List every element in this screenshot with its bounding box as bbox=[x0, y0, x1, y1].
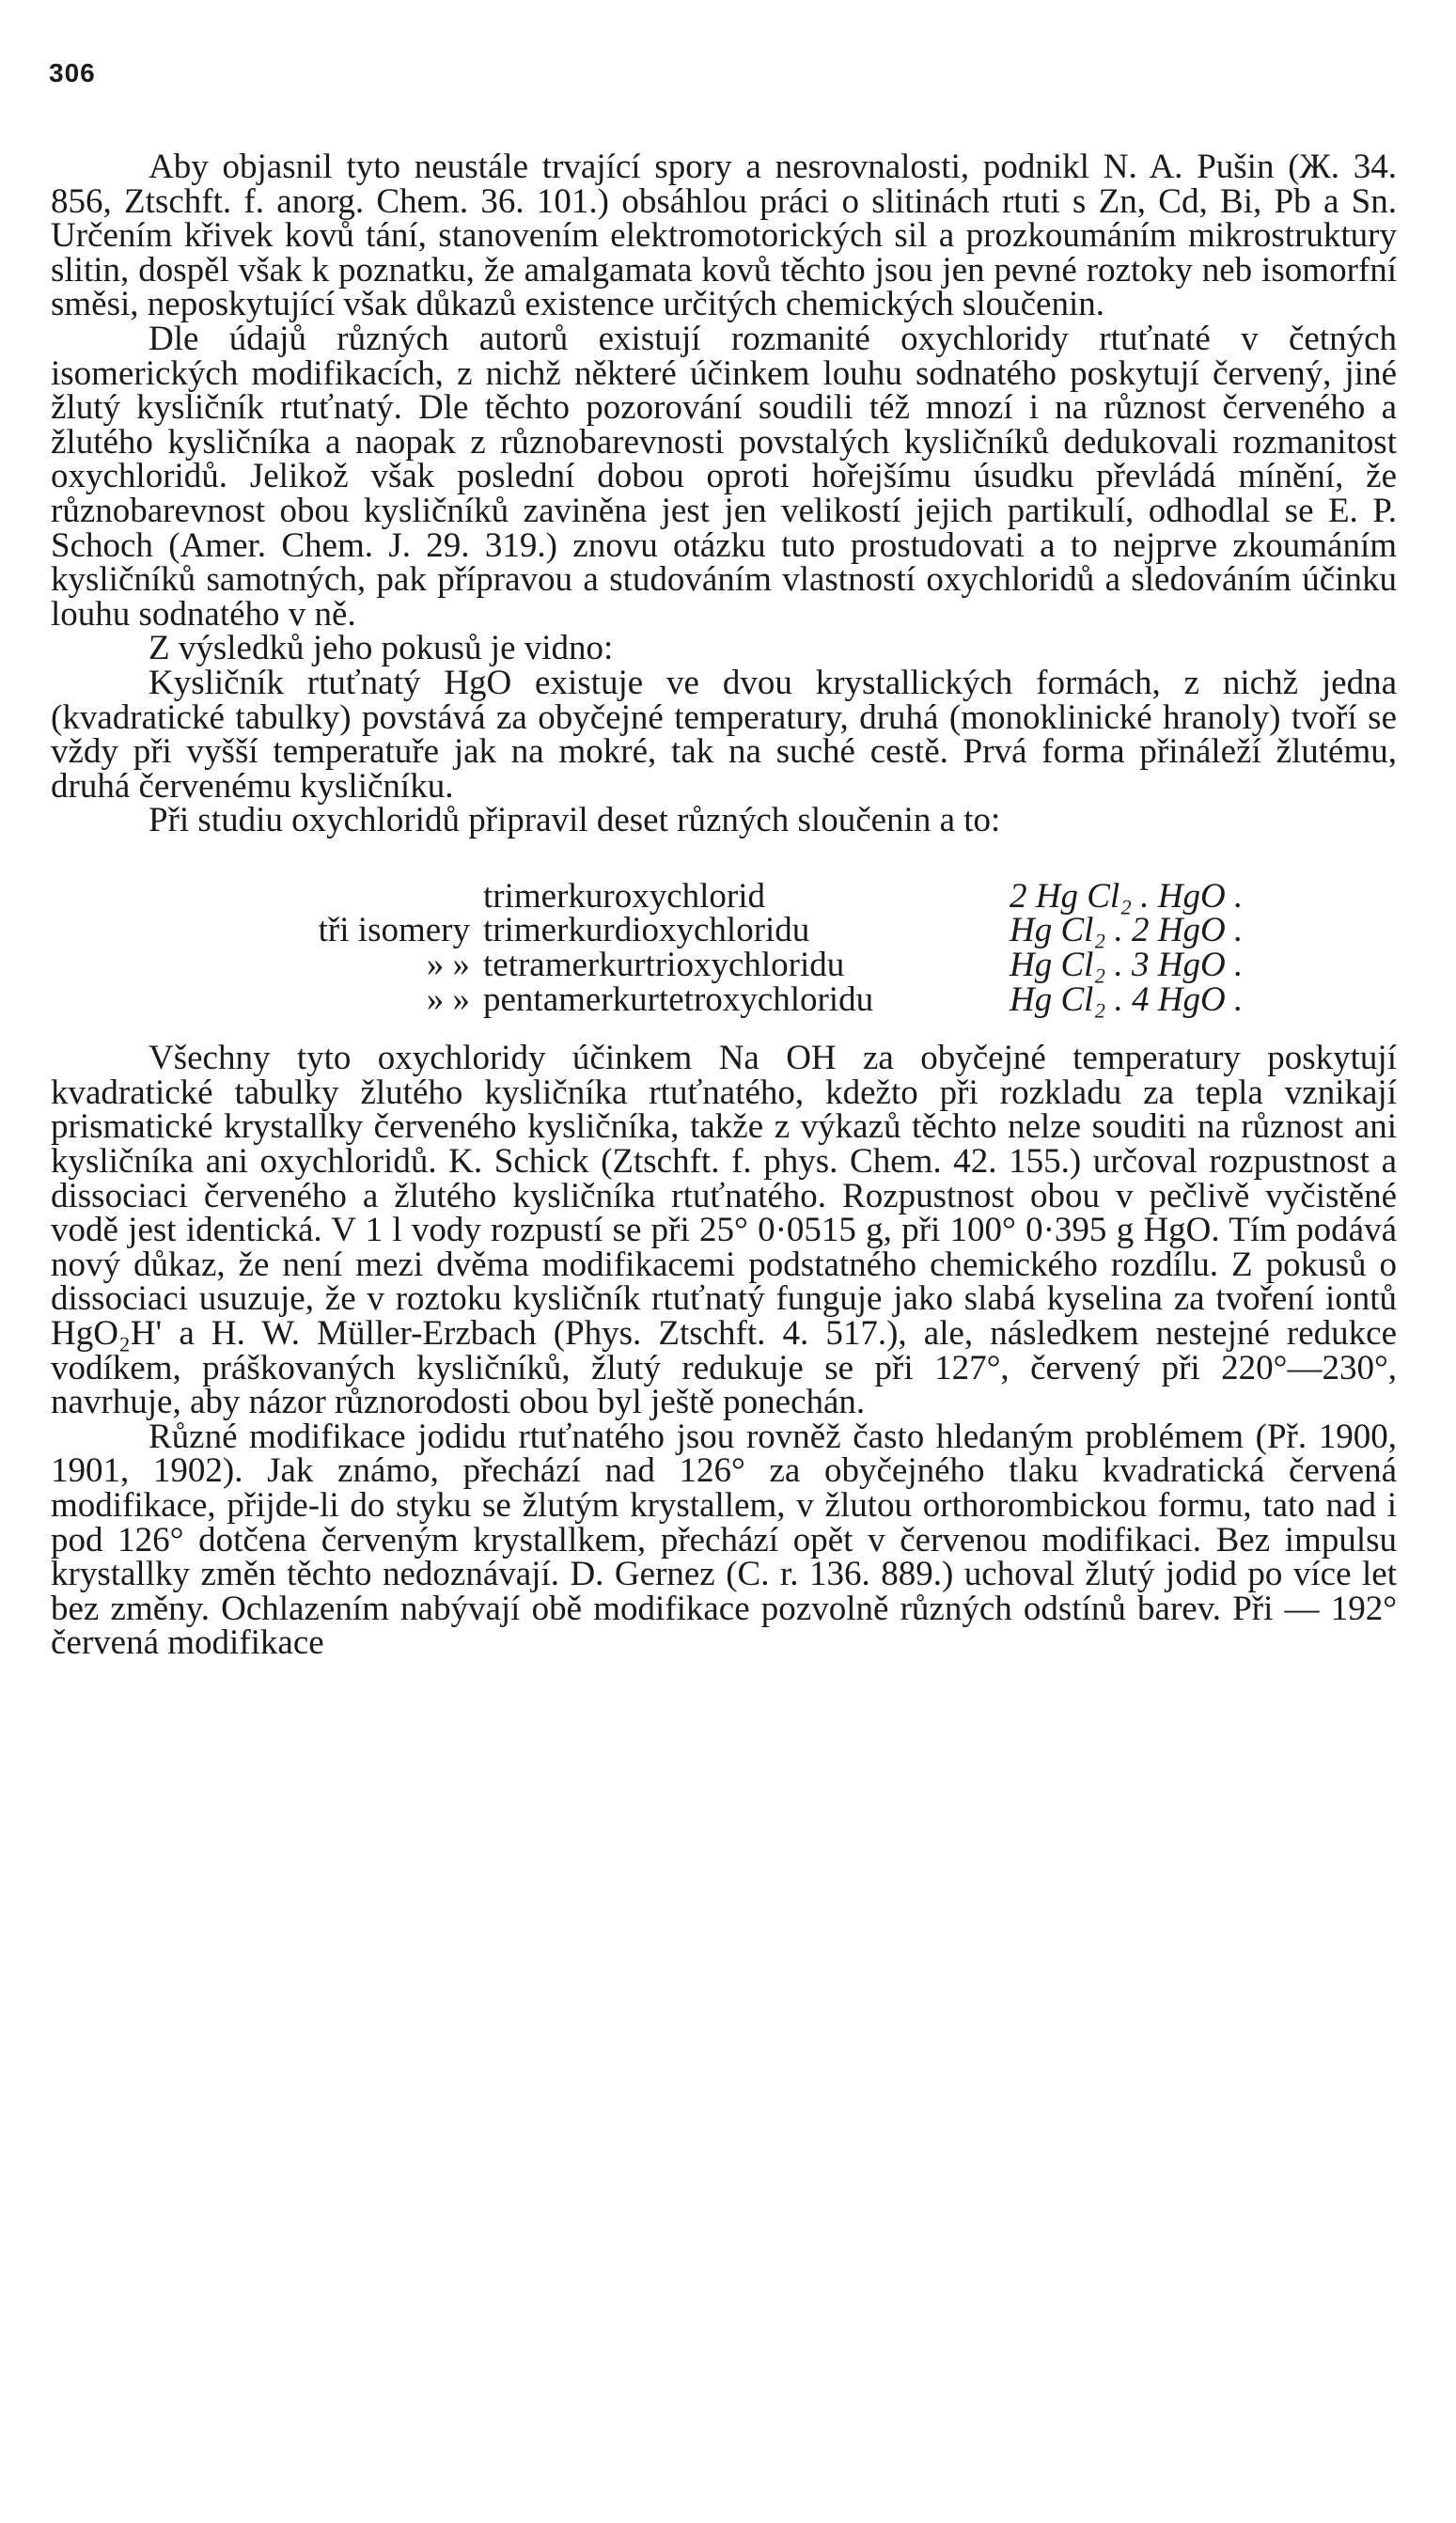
compound-item bbox=[51, 911, 1397, 950]
compound-prefix: » » bbox=[426, 946, 470, 985]
paragraph-oxychloridy: Dle údajů různých autorů existují rozmanité oxychloridy rtuťnaté v četných isomerických modifikacích, z nichž některé účinkem louhu sodnatého poskytují červený, jiné žlutý kysličník rtuťnatý. Dle těchto pozorování soudili též mnozí i na různost červeného a žlutého kysličníka a naopak z různobarevnosti povstalých kysličníků dedukovali rozmanitost oxychloridů. Jelikož však poslední dobou oproti hořejšímu úsudku převládá mínění, že různobarevnost obou kysličníků zaviněna jest jen velikostí jejich partikulí, odhodlal se E. P. Schoch (Amer. Chem. J. 29. 319.) znovu otázku tuto prostudovati a to nejprve zkoumáním kysličníků samotných, pak přípravou a studováním vlastností oxychloridů a sledováním účinku louhu sodnatého v ně. bbox=[51, 319, 1397, 634]
compound-prefix bbox=[51, 880, 483, 915]
paragraph-jodid: Různé modifikace jodidu rtuťnatého jsou rovněž často hledaným problémem (Př. 1900, 1901, 1902). Jak známo, přechází nad 126° za obyčejného tlaku kvadratická červená modifikace, přijde-li do styku se žlutým krystallem, v žlutou orthorombickou formu, tato nad i pod 126° dotčena červeným krystallkem, přechází opět v červenou modifikaci. Bez impulsu krystallky změn těchto nedoznávají. D. Gernez (C. r. 136. 889.) uchoval žlutý jodid po více let bez změny. Ochlazením nabývají obě modifikace pozvolně různých odstínů barev. Při — 192° červená modifikace bbox=[51, 1417, 1397, 1663]
compound-prefix: » » bbox=[426, 979, 470, 1019]
paragraph-pusin: Aby objasnil tyto neustále trvající spory a nesrovnalosti, podnikl N. A. Pušin (Ж. 34. 856, Ztschft. f. anorg. Chem. 36. 101.) obsáhlou práci o slitinách rtuti s Zn, Cd, Bi, Pb a Sn. Určením křivek kovů tání, stanovením elektromotorických sil a prozkoumáním mikrostruktury slitin, dospěl však k poznatku, že amalgamata kovů těchto jsou jen pevné roztoky neb isomorfní směsi, neposkytující však důkazů existence určitých chemických sloučenin. bbox=[51, 148, 1397, 324]
compound-formula: Hg Cl₂ . 4 HgO . bbox=[1010, 979, 1244, 1019]
compound-name: tetramerkurtrioxychloridu bbox=[483, 946, 845, 985]
compound-name: trimerkuroxychlorid bbox=[483, 876, 766, 916]
body-text bbox=[51, 150, 1397, 1661]
compound-formula: 2 Hg Cl₂ . HgO . bbox=[1010, 876, 1244, 916]
paragraph-kyslicnik: Kysličník rtuťnatý HgO existuje ve dvou krystallických formách, z nichž jedna (kvadratické tabulky) povstává za obyčejné temperatury, druhá (monoklinické hranoly) tvoří se vždy při vyšší temperatuře jak na mokré, tak na suché cestě. Prvá forma přináleží žlutému, druhá červenému kysličníku. bbox=[51, 663, 1397, 806]
compound-list bbox=[51, 876, 1397, 1019]
page-number: 306 bbox=[49, 58, 96, 87]
compound-name: trimerkurdioxychloridu bbox=[483, 911, 810, 950]
compound-item bbox=[51, 979, 1397, 1019]
compound-formula: Hg Cl₂ . 3 HgO . bbox=[1010, 946, 1244, 985]
paragraph-oxychloridy-list-intro: Při studiu oxychloridů připravil deset různých sloučenin a to: bbox=[149, 801, 1001, 840]
compound-formula: Hg Cl₂ . 2 HgO . bbox=[1010, 911, 1244, 950]
paragraph-vsechny-oxychloridy: Všechny tyto oxychloridy účinkem Na OH za obyčejné temperatury poskytují kvadratické tabulky žlutého kysličníka rtuťnatého, kdežto při rozkladu za tepla vznikají prismatické krystallky červeného kysličníka, takže z výkazů těchto nelze souditi na různost ani kysličníka ani oxychloridů. K. Schick (Ztschft. f. phys. Chem. 42. 155.) určoval rozpustnost a dissociaci červeného a žlutého kysličníka rtuťnatého. Rozpustnost obou v pečlivě vyčistěné vodě jest identická. V 1 l vody rozpustí se při 25° 0·0515 g, při 100° 0·395 g HgO. Tím podává nový důkaz, že není mezi dvěma modifikacemi podstatného chemického rozdílu. Z pokusů o dissociaci usuzuje, že v roztoku kysličník rtuťnatý funguje jako slabá kyselina za tvoření iontů HgO₂H' a H. W. Müller-Erzbach (Phys. Ztschft. 4. 517.), ale, následkem nestejné redukce vodíkem, práškovaných kysličníků, žlutý redukuje se při 127°, červený při 220°—230°, navrhuje, aby názor různorodosti obou byl ještě ponechán. bbox=[51, 1039, 1397, 1422]
paragraph-vysledky-intro: Z výsledků jeho pokusů je vidno: bbox=[149, 629, 614, 668]
compound-name: pentamerkurtetroxychloridu bbox=[483, 979, 874, 1019]
compound-item bbox=[51, 876, 1397, 916]
compound-item bbox=[51, 948, 1397, 983]
compound-prefix: tři isomery bbox=[318, 911, 470, 950]
